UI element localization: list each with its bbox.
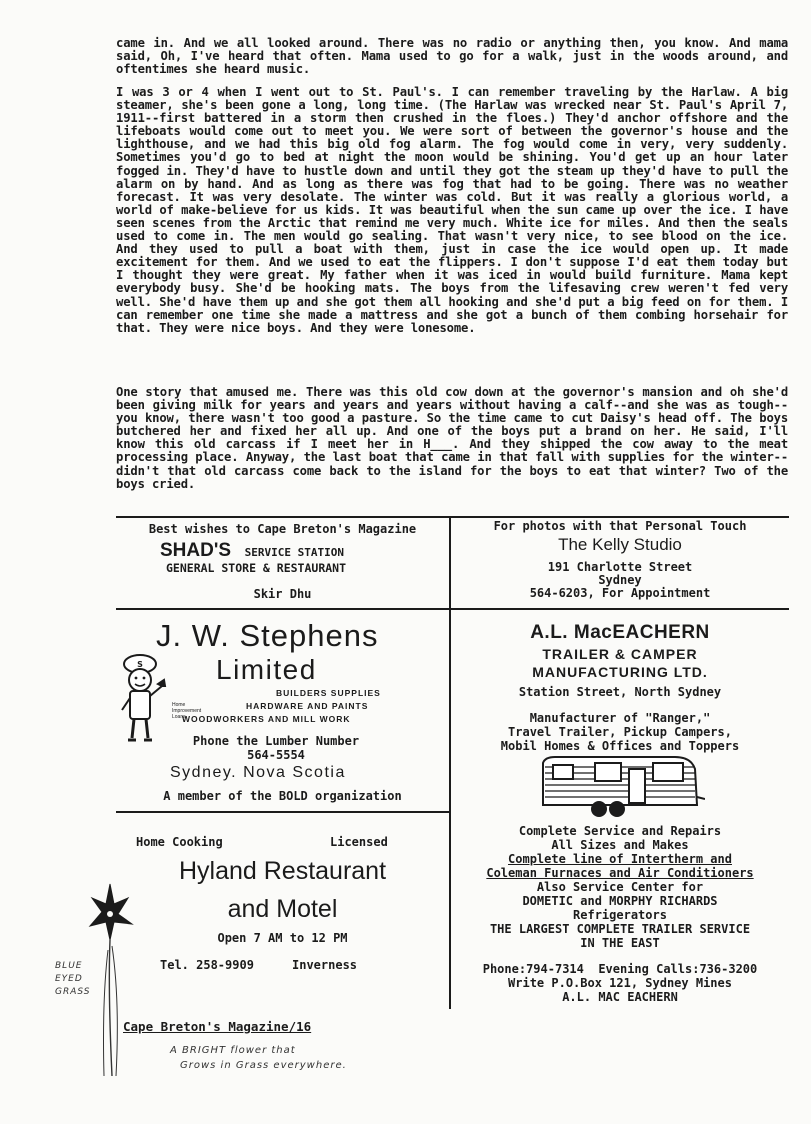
mascot-label-1: Home xyxy=(172,702,186,708)
hyland-ad xyxy=(116,813,449,1009)
kelly-phone: 564-6203, For Appointment xyxy=(529,586,711,600)
mascot-cap-letter: S xyxy=(137,660,143,669)
hyland-right: Licensed xyxy=(330,835,388,849)
kelly-ad xyxy=(451,518,789,608)
stephens-member: A member of the BOLD organization xyxy=(163,789,402,803)
hyland-tel: Tel. 258-9909 xyxy=(160,958,254,972)
maceachern-service1: Complete Service and Repairs xyxy=(518,824,722,838)
shads-suffix: SERVICE STATION xyxy=(244,546,345,559)
mascot-body-icon xyxy=(130,691,150,719)
stephens-line1: BUILDERS SUPPLIES xyxy=(276,688,381,698)
mascot-label-2: Improvement xyxy=(172,708,202,714)
maceachern-line2: MANUFACTURING LTD. xyxy=(532,664,708,680)
stephens-location: Sydney. Nova Scotia xyxy=(170,764,346,781)
mascot-face-icon xyxy=(129,669,151,691)
kelly-city: Sydney xyxy=(598,573,642,587)
maceachern-name: A.L. MacEACHERN xyxy=(530,622,710,643)
maceachern-also1: Also Service Center for xyxy=(536,880,704,894)
article-paragraph-3: One story that amused me. There was this old cow down at the governor's mansion and oh she'd been giving milk for years and years and years without having a calf--and she was as tough--you know, there wasn't too good a pasture. So the time came to cut Daisy's head off. The boys butchered her and fixed her all up. And one of the boys put a brand on her. He said, I'll know this old carcass if I meet her in H___. And they shipped the cow away to the meat processing place. Anyway, the last boat that came in that fall with supplies for the winter--didn't that old carcass come back to the island for the boys to eat that winter? Two of the boys cried. xyxy=(116,385,788,491)
stephens-line3: WOODWORKERS AND MILL WORK xyxy=(182,714,351,724)
kelly-headline: For photos with that Personal Touch xyxy=(493,519,747,533)
maceachern-also3: Refrigerators xyxy=(573,908,667,922)
maceachern-largest1: THE LARGEST COMPLETE TRAILER SERVICE xyxy=(489,922,751,936)
mascot-label-3: Loans xyxy=(172,714,186,720)
stephens-line2: HARDWARE AND PAINTS xyxy=(246,701,369,711)
shads-headline: Best wishes to Cape Breton's Magazine xyxy=(148,522,417,536)
kelly-name: The Kelly Studio xyxy=(558,535,682,554)
hyland-name2: and Motel xyxy=(227,895,338,923)
handnote-caption-2: Grows in Grass everywhere. xyxy=(180,1060,347,1071)
article-paragraph-2: I was 3 or 4 when I went out to St. Paul's. I can remember traveling by the Harlaw. A big steamer, she's been gone a long, long time. (The Harlaw was wrecked near St. Paul's April 7, 1911--first battered in a storm then crushed in the floes.) They'd anchor offshore and the lifeboats would come out to meet you. We were sort of between the governor's house and the lighthouse, and we had this big old fog alarm. The fog would come in very, very suddenly. Sometimes you'd go to bed at night the moon would be shining. You'd get up an hour later fogged in. They'd have to hustle down and until they got the steam up they'd have to pull the alarm on by hand. And as long as there was fog that had to be going. There was no weather forecast. It was very desolate. The winter was cold. But it was really a glorious world, a world of make-believe for us kids. It was beautiful when the sun came up over the ice. I have seen scenes from the Arctic that remind me very much. White ice for miles. And then the seals used to come in. The men would go sealing. That wasn't very nice, to see blood on the ice. And they used to pull a boat with them, just in case the ice would open up. It made excitement for them. And we used to eat the flippers. I don't suppose I'd eat them today but I thought they were great. My father when it was iced in would build furniture. Mama kept everybody busy. She'd be hooking mats. The boys from the lifesaving crew weren't fed very well. She'd have them up and she got them all hooking and she'd put a big feed on for them. I can remember one time she made a mattress and she got a bunch of them combing horsehair for that. They were nice boys. And they were lonesome. xyxy=(116,85,788,335)
maceachern-also2: DOMETIC and MORPHY RICHARDS xyxy=(522,894,718,908)
stephens-ad xyxy=(116,610,449,810)
shads-ad xyxy=(116,518,449,608)
maceachern-line1: TRAILER & CAMPER xyxy=(542,646,698,662)
maceachern-write: Write P.O.Box 121, Sydney Mines xyxy=(508,976,732,990)
handnote-caption-1: A BRIGHT flower that xyxy=(170,1045,296,1056)
handnote-left-3: GRASS xyxy=(55,987,91,997)
kelly-address: 191 Charlotte Street xyxy=(547,560,693,574)
handnote-left-2: EYED xyxy=(55,974,83,984)
maceachern-line-u1: Complete line of Intertherm and xyxy=(508,852,732,866)
shads-name-line xyxy=(160,540,344,562)
shads-location: Skir Dhu xyxy=(253,587,312,601)
trailer-illustration xyxy=(535,753,705,823)
maceachern-address: Station Street, North Sydney xyxy=(518,685,722,699)
stephens-name: J. W. Stephens xyxy=(156,618,379,653)
stephens-name2: Limited xyxy=(216,654,317,685)
hyland-hours: Open 7 AM to 12 PM xyxy=(217,931,348,945)
hyland-left: Home Cooking xyxy=(136,835,223,849)
hyland-town: Inverness xyxy=(292,958,358,972)
shads-name: SHAD'S xyxy=(160,540,232,561)
maceachern-desc1: Manufacturer of "Ranger," xyxy=(529,711,711,725)
shads-line2: GENERAL STORE & RESTAURANT xyxy=(166,561,347,575)
maceachern-desc3: Mobil Homes & Offices and Toppers xyxy=(500,739,740,753)
maceachern-phone: Phone:794-7314 Evening Calls:736-3200 xyxy=(482,962,758,976)
handnote-left-1: BLUE xyxy=(55,961,83,971)
maceachern-line-u2: Coleman Furnaces and Air Conditioners xyxy=(486,866,754,880)
handnote-left xyxy=(55,960,91,999)
stephens-phone-label: Phone the Lumber Number xyxy=(192,734,360,748)
stephens-phone: 564-5554 xyxy=(247,748,305,762)
article-paragraph-1: came in. And we all looked around. There was no radio or anything then, you know. And mama said, Oh, I've heard that often. Mama used to go for a walk, just in the woods around, and oftentimes she heard music. xyxy=(116,36,788,77)
maceachern-ad xyxy=(451,610,789,1010)
maceachern-signature: A.L. MAC EACHERN xyxy=(562,990,678,1004)
blue-eyed-grass-flower-drawing xyxy=(88,880,138,1080)
mascot-hammer-icon xyxy=(150,680,165,696)
maceachern-largest2: IN THE EAST xyxy=(580,936,660,950)
maceachern-desc2: Travel Trailer, Pickup Campers, xyxy=(508,725,732,739)
hyland-name1: Hyland Restaurant xyxy=(178,857,387,885)
trailer-wheel-icon xyxy=(591,801,607,817)
page-label: Cape Breton's Magazine/16 xyxy=(123,1019,312,1034)
maceachern-service2: All Sizes and Makes xyxy=(551,838,689,852)
